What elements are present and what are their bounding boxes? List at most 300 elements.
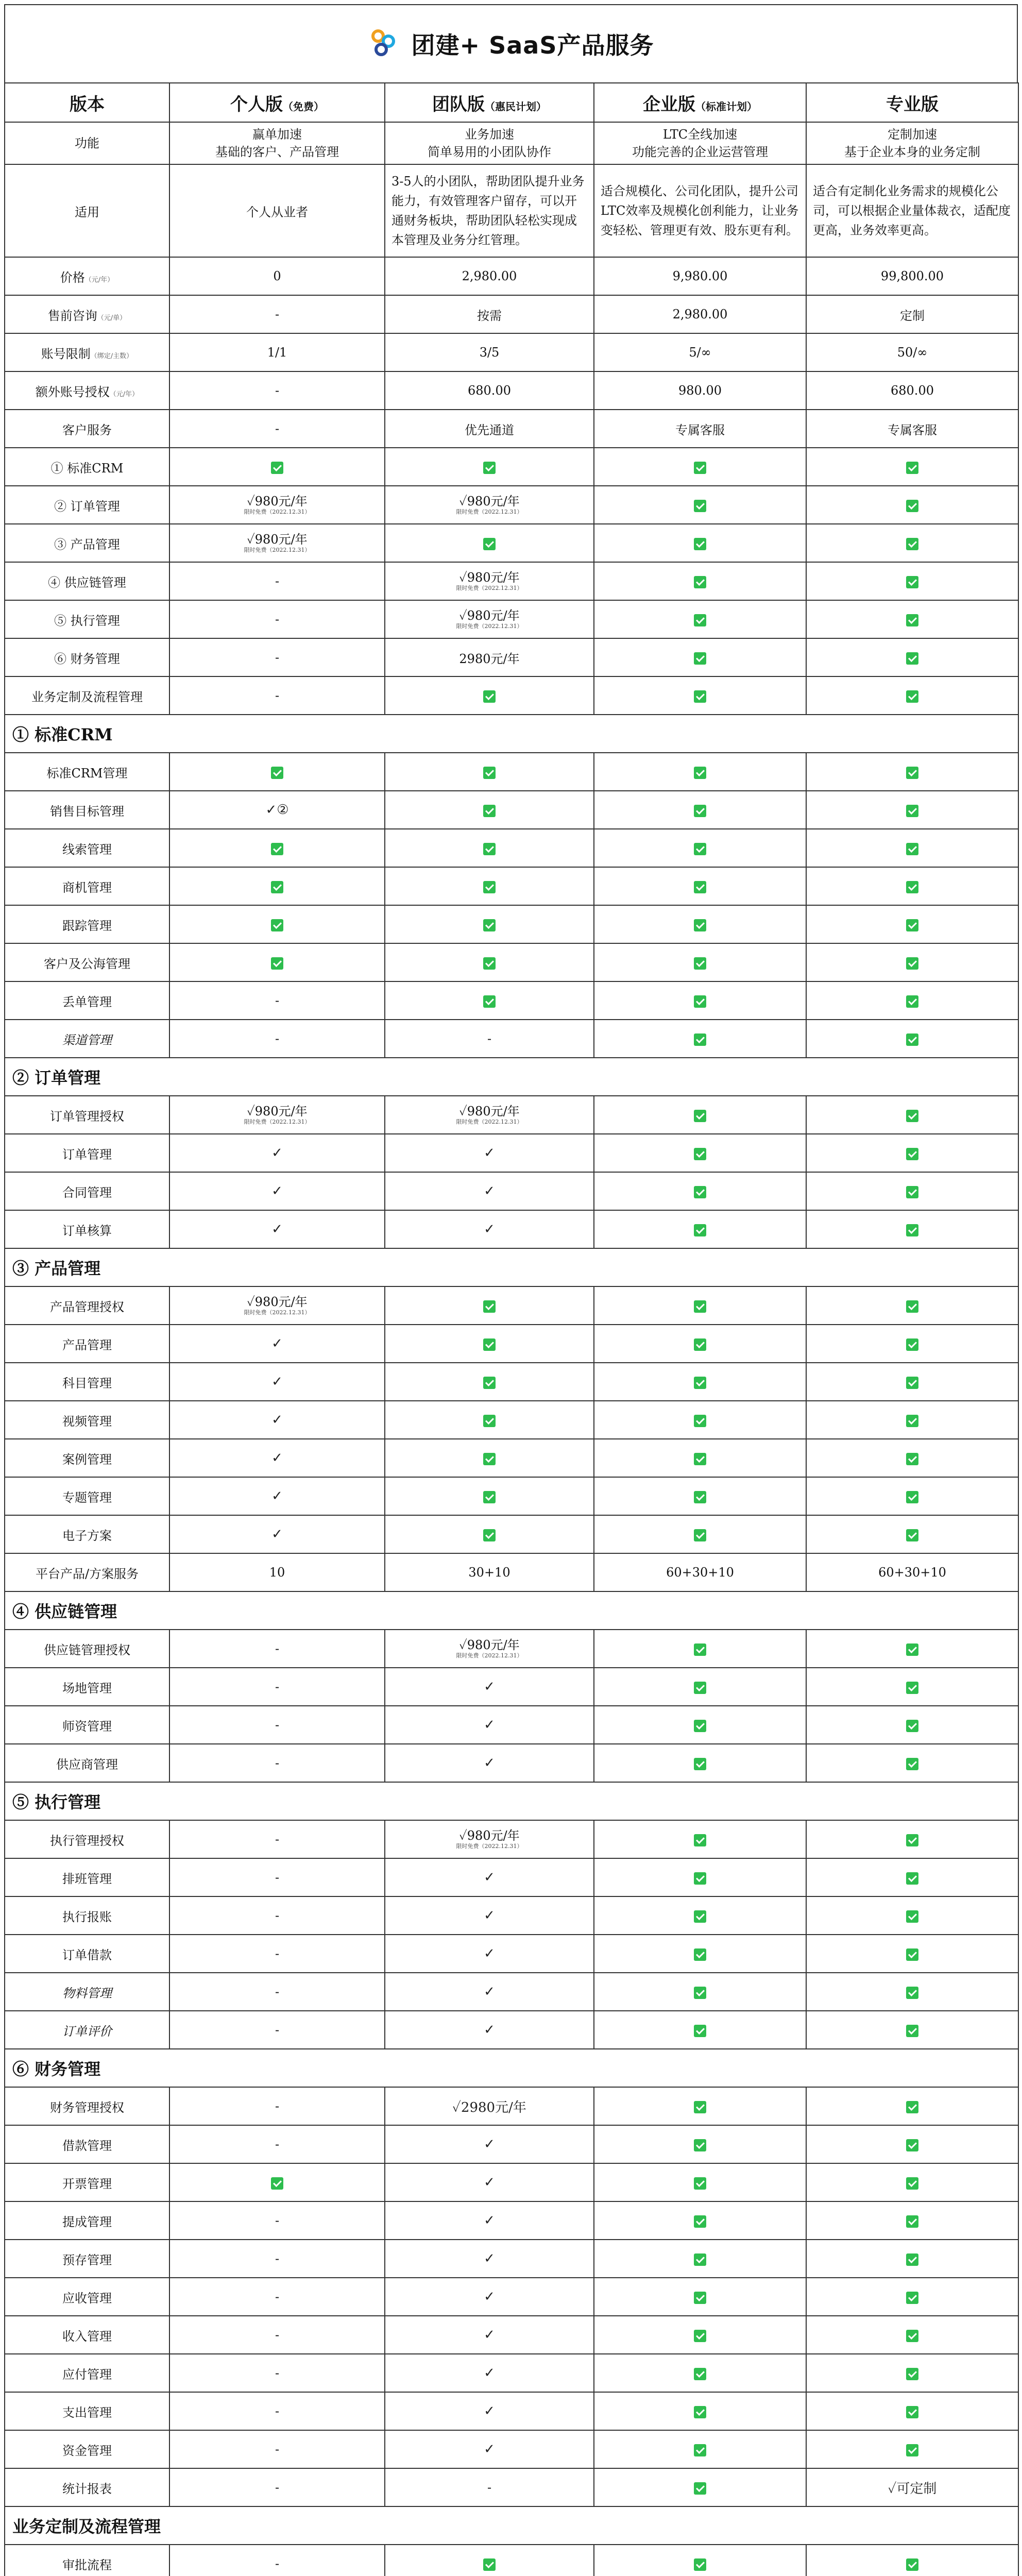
check-icon <box>271 919 283 931</box>
plan-cell <box>594 371 806 410</box>
cell-value: 2,980.00 <box>462 269 517 283</box>
plan-cell <box>806 1630 1018 1668</box>
tick-icon: ✓ <box>484 1145 495 1161</box>
cell-value: - <box>275 2023 280 2037</box>
check-icon <box>694 1377 706 1389</box>
free-note: 限时免费（2022.12.31） <box>456 585 523 591</box>
feature-row <box>5 638 1018 676</box>
check-icon <box>694 767 706 779</box>
plan-cell <box>594 1515 806 1553</box>
plan-cell <box>594 1973 806 2011</box>
row-label-text: 订单管理授权 <box>50 1109 124 1124</box>
plan-cell <box>594 867 806 905</box>
plan-cell <box>594 1858 806 1896</box>
row-label <box>5 1401 169 1439</box>
check-icon <box>906 2177 918 2190</box>
row-label <box>5 486 169 524</box>
section-title: ③ 产品管理 <box>5 1248 1018 1286</box>
plan-cell <box>385 676 594 715</box>
row-label-text: 线索管理 <box>62 842 112 857</box>
plan-cell <box>806 905 1018 943</box>
addon-price: ✓980元/年 <box>247 1295 308 1309</box>
check-icon <box>694 2215 706 2228</box>
plan-cell <box>806 1973 1018 2011</box>
row-label <box>5 1096 169 1134</box>
header-plan-3 <box>806 83 1018 122</box>
row-label <box>5 1477 169 1515</box>
plan-cell <box>806 333 1018 371</box>
check-icon <box>906 1948 918 1961</box>
plan-cell <box>385 486 594 524</box>
plan-name: 专业版 <box>886 94 939 115</box>
check-icon <box>906 995 918 1008</box>
plan-cell <box>806 2125 1018 2163</box>
plan-cell <box>169 1858 385 1896</box>
tick-icon: ✓ <box>271 1527 283 1542</box>
check-icon <box>483 462 496 474</box>
check-icon <box>906 2330 918 2342</box>
addon-price: ✓980元/年 <box>459 608 520 623</box>
free-note: 限时免费（2022.12.31） <box>456 1118 523 1125</box>
feature-row <box>5 2125 1018 2163</box>
plan-cell <box>806 2316 1018 2354</box>
plan-cell <box>385 905 594 943</box>
plan-name: 个人版 <box>230 94 283 115</box>
plan-cell <box>806 524 1018 562</box>
plan-cell <box>169 1210 385 1248</box>
row-label-text: 借款管理 <box>62 2138 112 2153</box>
plan-cell <box>385 1630 594 1668</box>
free-note: 限时免费（2022.12.31） <box>244 547 311 553</box>
row-label <box>5 791 169 829</box>
plan-cell <box>806 1401 1018 1439</box>
row-label-text: ⑥ 财务管理 <box>54 651 120 666</box>
check-icon <box>906 2025 918 2037</box>
check-icon <box>906 690 918 703</box>
row-label <box>5 1020 169 1058</box>
plan-cell <box>169 638 385 676</box>
row-label-text: 专题管理 <box>62 1490 112 1505</box>
plan-cell <box>806 981 1018 1020</box>
row-label <box>5 1363 169 1401</box>
check-icon <box>694 1033 706 1046</box>
check-icon <box>906 1720 918 1732</box>
plan-cell <box>594 295 806 333</box>
tick-icon: ✓ <box>484 2442 495 2457</box>
plan-cell <box>806 2087 1018 2125</box>
plan-cell <box>594 1744 806 1782</box>
plan-cell <box>594 448 806 486</box>
row-label-text: ① 标准CRM <box>50 461 124 476</box>
cell-value: - <box>275 2442 280 2456</box>
tick-icon: ✓可定制 <box>888 2481 937 2497</box>
cell-value: - <box>275 1680 280 1694</box>
row-label-text: 应付管理 <box>62 2367 112 2382</box>
plan-cell <box>169 1477 385 1515</box>
feature-row <box>5 1325 1018 1363</box>
check-icon <box>483 690 496 703</box>
row-label <box>5 1325 169 1363</box>
plan-cell <box>806 1286 1018 1325</box>
row-label <box>5 2468 169 2506</box>
check-icon <box>271 957 283 970</box>
free-note: 限时免费（2022.12.31） <box>244 1309 311 1316</box>
cell-value: - <box>275 2290 280 2304</box>
feature-row <box>5 295 1018 333</box>
feature-row <box>5 1668 1018 1706</box>
plan-cell <box>594 1363 806 1401</box>
cell-value: - <box>275 421 280 436</box>
plan-cell <box>594 2392 806 2430</box>
row-label <box>5 2316 169 2354</box>
plan-cell <box>806 2354 1018 2392</box>
tick-icon: ✓ <box>484 2403 495 2419</box>
row-label-text: ④ 供应链管理 <box>48 575 126 590</box>
feature-row <box>5 371 1018 410</box>
row-label-text: 预存管理 <box>62 2252 112 2267</box>
plan-cell <box>169 981 385 1020</box>
check-icon <box>694 2482 706 2495</box>
plan-cell <box>594 2163 806 2201</box>
cell-value: - <box>275 1718 280 1732</box>
section-row <box>5 1782 1018 1820</box>
pricing-table <box>4 82 1019 2576</box>
cell-value: - <box>275 2137 280 2151</box>
row-label <box>5 2011 169 2049</box>
row-label-text: 执行报账 <box>62 1909 112 1924</box>
plan-cell <box>806 410 1018 448</box>
tick-icon: ✓ <box>484 2022 495 2038</box>
plan-cell <box>169 753 385 791</box>
intro-cell <box>806 122 1018 164</box>
cell-value: 5/∞ <box>689 345 711 360</box>
cell-value: - <box>275 993 280 1008</box>
section-title: ⑤ 执行管理 <box>5 1782 1018 1820</box>
plan-cell <box>806 2163 1018 2201</box>
header-plan-0 <box>169 83 385 122</box>
plan-cell <box>169 600 385 638</box>
plan-cell <box>594 2125 806 2163</box>
plan-cell <box>594 2468 806 2506</box>
plan-cell <box>385 2011 594 2049</box>
plan-cell <box>169 1020 385 1058</box>
check-icon <box>906 919 918 931</box>
feature-row <box>5 2163 1018 2201</box>
intro-row <box>5 122 1018 164</box>
plan-cell <box>169 1172 385 1210</box>
cell-value: - <box>275 2556 280 2571</box>
cell-value: - <box>275 1031 280 1046</box>
plan-cell <box>594 1820 806 1858</box>
intro-cell <box>806 164 1018 257</box>
check-icon <box>694 1453 706 1465</box>
row-unit: （元/单） <box>97 314 127 322</box>
plan-cell <box>169 1439 385 1477</box>
check-icon <box>694 2253 706 2266</box>
feature-row <box>5 1896 1018 1935</box>
check-icon <box>271 462 283 474</box>
tick-icon: ✓ <box>484 1984 495 1999</box>
check-icon <box>906 2406 918 2418</box>
cell-value: 0 <box>273 269 281 283</box>
check-icon <box>906 1643 918 1656</box>
tick-icon: ✓ <box>484 2251 495 2266</box>
plan-cell <box>806 1325 1018 1363</box>
plan-tag: （标准计划） <box>695 100 757 113</box>
feature-row <box>5 1553 1018 1591</box>
row-label <box>5 753 169 791</box>
addon-price: ✓980元/年 <box>247 494 308 509</box>
free-note: 限时免费（2022.12.31） <box>244 509 311 515</box>
check-icon <box>694 1872 706 1885</box>
cell-value: 按需 <box>477 308 502 323</box>
check-icon <box>694 2368 706 2380</box>
row-label <box>5 1439 169 1477</box>
plan-cell <box>806 676 1018 715</box>
check-icon <box>906 652 918 665</box>
plan-cell <box>594 2240 806 2278</box>
intro-cell <box>594 122 806 164</box>
row-label-text: 标准CRM管理 <box>46 766 128 781</box>
plan-cell <box>594 753 806 791</box>
free-note: 限时免费（2022.12.31） <box>456 1652 523 1659</box>
plan-cell <box>385 829 594 867</box>
check-icon <box>906 1338 918 1351</box>
check-icon <box>271 881 283 893</box>
row-label <box>5 257 169 295</box>
section-title: ⑥ 财务管理 <box>5 2049 1018 2087</box>
intro-text: 功能完善的企业运营管理 <box>632 145 768 159</box>
row-label <box>5 1210 169 1248</box>
plan-cell <box>806 753 1018 791</box>
row-label <box>5 2545 169 2576</box>
check-icon <box>906 500 918 512</box>
tick-icon: ✓ <box>484 1908 495 1923</box>
plan-cell <box>385 2354 594 2392</box>
section-title: ① 标准CRM <box>5 715 1018 753</box>
check-icon <box>694 995 706 1008</box>
cell-value: - <box>275 1946 280 1961</box>
plan-cell <box>806 2468 1018 2506</box>
row-label-text: 订单管理 <box>62 1147 112 1162</box>
plan-cell <box>385 410 594 448</box>
cell-value: 50/∞ <box>897 345 928 360</box>
cell-value: 680.00 <box>891 383 934 398</box>
check-icon <box>694 2101 706 2113</box>
check-icon <box>906 805 918 817</box>
title-bar <box>4 4 1018 82</box>
check-icon <box>694 614 706 626</box>
row-label-text: 订单核算 <box>62 1223 112 1238</box>
cell-value: - <box>275 2404 280 2418</box>
feature-row <box>5 2278 1018 2316</box>
plan-cell <box>806 1134 1018 1172</box>
row-label <box>5 295 169 333</box>
row-label-text: 视频管理 <box>62 1414 112 1429</box>
row-label <box>5 2354 169 2392</box>
plan-cell <box>385 1973 594 2011</box>
plan-cell <box>385 1096 594 1134</box>
plan-cell <box>385 867 594 905</box>
check-icon <box>694 652 706 665</box>
plan-cell <box>594 905 806 943</box>
row-label-text: 供应商管理 <box>56 1757 118 1772</box>
check-icon <box>483 767 496 779</box>
check-icon <box>906 538 918 550</box>
intro-cell <box>385 164 594 257</box>
plan-cell <box>806 1020 1018 1058</box>
plan-cell <box>806 791 1018 829</box>
plan-cell <box>806 1744 1018 1782</box>
row-label <box>5 600 169 638</box>
section-row <box>5 1591 1018 1630</box>
plan-cell <box>594 2545 806 2576</box>
plan-cell <box>594 791 806 829</box>
intro-text: 基于企业本身的业务定制 <box>844 145 980 159</box>
cell-value: - <box>275 650 280 665</box>
cell-value: - <box>275 1908 280 1923</box>
intro-cell <box>169 164 385 257</box>
check-icon <box>483 957 496 970</box>
section-row <box>5 715 1018 753</box>
check-icon <box>694 1110 706 1122</box>
row-label-text: 资金管理 <box>62 2443 112 2458</box>
plan-cell <box>594 2201 806 2240</box>
plan-cell <box>385 2087 594 2125</box>
feature-row <box>5 2354 1018 2392</box>
tick-icon: ✓ <box>271 1488 283 1504</box>
row-label-text: 审批流程 <box>62 2557 112 2572</box>
row-unit: （元/年） <box>84 276 114 284</box>
row-label <box>5 1973 169 2011</box>
plan-cell <box>806 638 1018 676</box>
plan-cell <box>169 1286 385 1325</box>
plan-cell <box>385 257 594 295</box>
feature-row <box>5 2087 1018 2125</box>
plan-cell <box>169 1706 385 1744</box>
check-icon <box>694 1987 706 1999</box>
plan-cell <box>169 1515 385 1553</box>
row-label <box>5 676 169 715</box>
cell-value: - <box>275 2366 280 2380</box>
check-icon <box>906 2558 918 2571</box>
tick-icon: ✓ <box>484 2175 495 2190</box>
cell-value: - <box>275 612 280 626</box>
check-icon <box>906 1148 918 1160</box>
check-icon <box>694 1491 706 1503</box>
feature-row <box>5 2545 1018 2576</box>
feature-row <box>5 1820 1018 1858</box>
feature-row <box>5 1973 1018 2011</box>
feature-row <box>5 600 1018 638</box>
free-note: 限时免费（2022.12.31） <box>456 623 523 630</box>
check-icon <box>694 1910 706 1923</box>
check-icon <box>694 1948 706 1961</box>
plan-cell <box>806 371 1018 410</box>
row-label <box>5 333 169 371</box>
header-row <box>5 83 1018 122</box>
check-icon <box>906 767 918 779</box>
feature-row <box>5 333 1018 371</box>
row-label <box>5 638 169 676</box>
plan-cell <box>169 524 385 562</box>
check-icon <box>694 1720 706 1732</box>
check-icon <box>906 614 918 626</box>
check-icon <box>694 1300 706 1313</box>
plan-cell <box>594 2011 806 2049</box>
check-icon <box>906 1377 918 1389</box>
tick-icon: ✓ <box>271 1336 283 1351</box>
plan-cell <box>806 1363 1018 1401</box>
cell-value: 680.00 <box>468 383 511 398</box>
plan-cell <box>385 1858 594 1896</box>
check-icon <box>906 2292 918 2304</box>
cell-value: 980.00 <box>678 383 722 398</box>
plan-cell <box>385 1668 594 1706</box>
row-label-text: 订单评价 <box>62 2024 112 2039</box>
row-label <box>5 1515 169 1553</box>
plan-cell <box>806 2430 1018 2468</box>
plan-cell <box>594 2278 806 2316</box>
header-version: 版本 <box>5 83 169 122</box>
section-row <box>5 1058 1018 1096</box>
row-label-text: 应收管理 <box>62 2291 112 2306</box>
row-label <box>5 2125 169 2163</box>
plan-cell <box>385 524 594 562</box>
check-icon <box>906 1682 918 1694</box>
check-icon <box>906 1224 918 1236</box>
feature-row <box>5 1172 1018 1210</box>
plan-cell <box>169 2545 385 2576</box>
row-label <box>5 2278 169 2316</box>
check-icon <box>694 1224 706 1236</box>
check-icon <box>483 1300 496 1313</box>
plan-name: 企业版 <box>643 94 695 115</box>
cell-value: - <box>275 307 280 321</box>
tick-icon: ✓ <box>484 1870 495 1885</box>
cell-value: - <box>275 1870 280 1885</box>
plan-cell <box>594 2316 806 2354</box>
row-label <box>5 905 169 943</box>
plan-cell <box>169 1973 385 2011</box>
check-icon <box>906 462 918 474</box>
plan-cell <box>385 2201 594 2240</box>
plan-cell <box>385 1401 594 1439</box>
free-note: 限时免费（2022.12.31） <box>456 1843 523 1850</box>
plan-cell <box>806 1706 1018 1744</box>
cell-value: - <box>275 574 280 588</box>
plan-cell <box>806 1553 1018 1591</box>
feature-row <box>5 1210 1018 1248</box>
feature-row <box>5 1935 1018 1973</box>
plan-cell <box>806 1210 1018 1248</box>
tick-icon: ✓ <box>271 1183 283 1199</box>
addon-price: ✓980元/年 <box>459 1104 520 1118</box>
plan-cell <box>594 486 806 524</box>
plan-cell <box>594 1439 806 1477</box>
feature-row <box>5 1477 1018 1515</box>
intro-text: 适合有定制化业务需求的规模化公司，可以根据企业量体裁衣，适配度更高，业务效率更高。 <box>813 184 1011 238</box>
plan-cell <box>385 943 594 981</box>
plan-cell <box>806 2278 1018 2316</box>
plan-cell <box>169 905 385 943</box>
plan-cell <box>169 2430 385 2468</box>
check-icon <box>906 1834 918 1846</box>
cell-value: 99,800.00 <box>880 269 944 283</box>
pricing-sheet <box>4 4 1018 2576</box>
intro-text: 赢单加速 <box>252 127 302 142</box>
check-icon <box>483 2558 496 2571</box>
